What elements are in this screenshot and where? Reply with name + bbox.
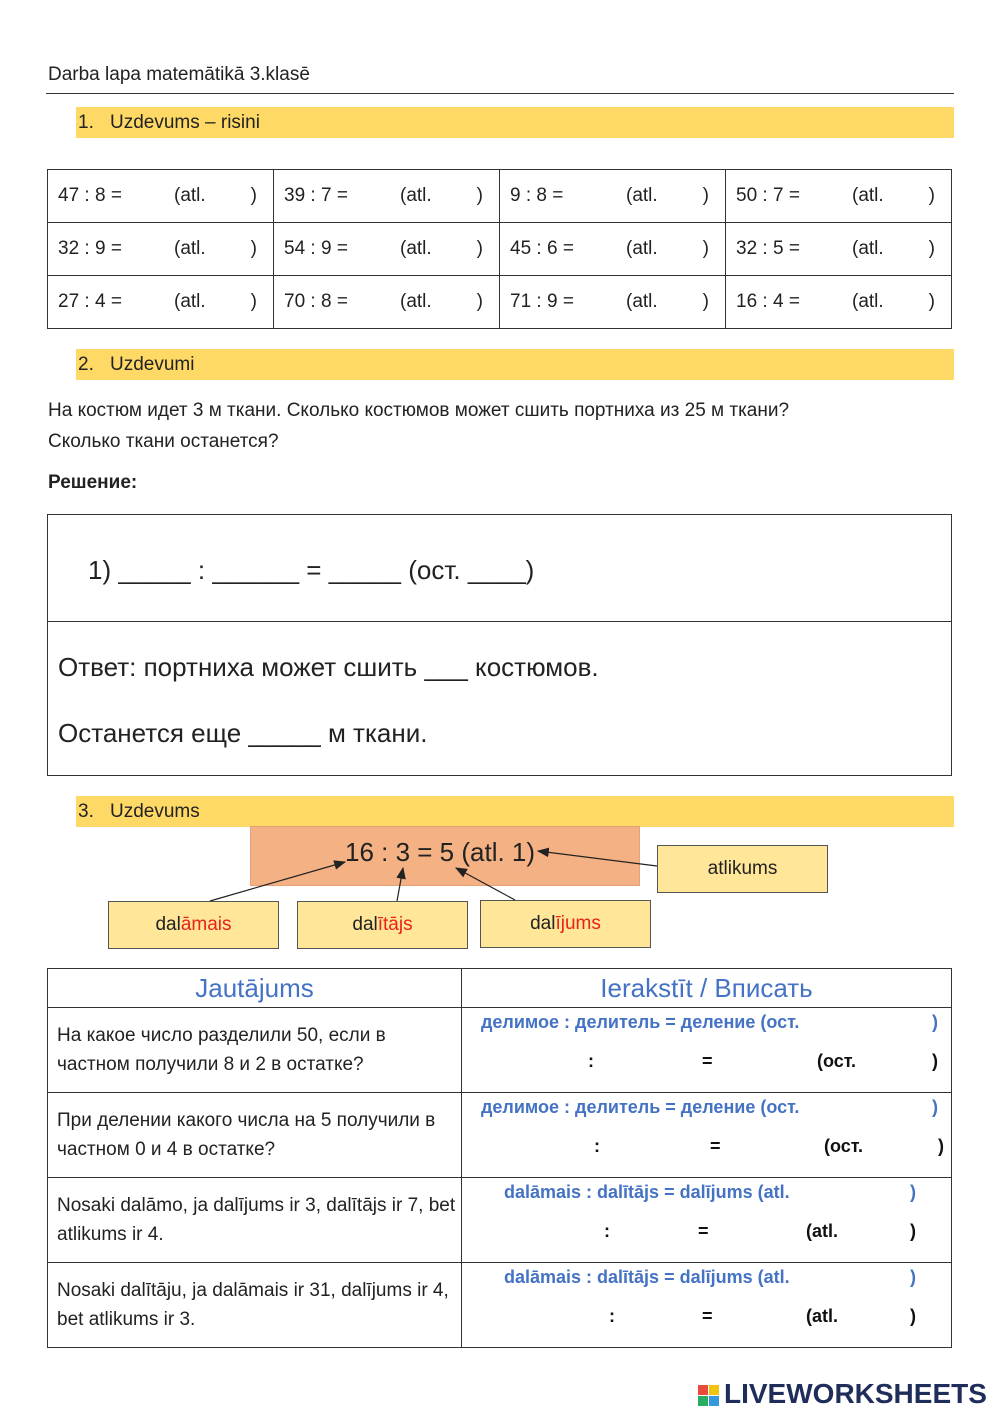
- exercise-expression: 32 : 5 =: [736, 238, 800, 259]
- answer-template-close: ): [910, 1182, 916, 1202]
- exercise-row: [48, 170, 952, 223]
- remainder-label: (atl.: [174, 291, 206, 312]
- liveworksheets-logo-icon: [698, 1385, 720, 1407]
- label-dalitajs-part-1: dal: [352, 914, 378, 935]
- remainder-label: (atl.: [174, 185, 206, 206]
- answer-close-paren: ): [938, 1136, 944, 1156]
- exercise-cell[interactable]: [274, 170, 500, 223]
- question-row: [48, 1008, 952, 1093]
- label-dalitajs-part-2: ītājs: [377, 914, 413, 935]
- label-dalamais-part-1: dal: [155, 914, 181, 935]
- answer-template: делимое : делитель = деление (ост.: [481, 1012, 800, 1032]
- answer-template: делимое : делитель = деление (ост.: [481, 1097, 800, 1117]
- label-dalamais-part-2: āmais: [180, 914, 232, 935]
- remainder-label: (atl.: [400, 238, 432, 259]
- close-paren: ): [702, 291, 709, 312]
- word-problem-line-2: Сколько ткани останется?: [48, 431, 279, 452]
- exercise-expression: 47 : 8 =: [58, 185, 122, 206]
- question-text: Nosaki dalītāju, ja dalāmais ir 31, dalījums ir 4, bet atlikums ir 3.: [48, 1263, 462, 1348]
- answer-colon: :: [594, 1136, 600, 1156]
- exercise-cell[interactable]: [274, 223, 500, 276]
- division-example-box: [250, 826, 640, 886]
- exercise-expression: 54 : 9 =: [284, 238, 348, 259]
- answer-remainder: (ост.: [824, 1136, 863, 1156]
- exercise-cell[interactable]: [48, 223, 274, 276]
- solution-step-1[interactable]: 1) _____ : ______ = _____ (ост. ____): [88, 555, 535, 585]
- section-2-number: 2.: [78, 354, 94, 375]
- solution-label: Решение:: [48, 472, 138, 493]
- section-3-number: 3.: [78, 801, 94, 822]
- question-row: [48, 1178, 952, 1263]
- exercise-expression: 9 : 8 =: [510, 185, 564, 206]
- exercise-cell[interactable]: [48, 276, 274, 329]
- exercise-expression: 70 : 8 =: [284, 291, 348, 312]
- remainder-label: (atl.: [852, 185, 884, 206]
- section-3-title: Uzdevums: [110, 801, 200, 822]
- column-header-question: Jautājums: [48, 969, 462, 1008]
- exercise-expression: 71 : 9 =: [510, 291, 574, 312]
- section-1-number: 1.: [78, 112, 94, 133]
- remainder-label: (atl.: [626, 185, 658, 206]
- question-text: На какое число разделили 50, если в частном получили 8 и 2 в остатке?: [48, 1008, 462, 1093]
- label-dalijums-part-2: ījums: [555, 913, 601, 934]
- word-problem: [48, 395, 789, 457]
- answer-remainder: (atl.: [806, 1221, 839, 1241]
- question-row: [48, 1093, 952, 1178]
- answer-equals: =: [702, 1051, 713, 1071]
- close-paren: ): [476, 238, 483, 259]
- answer-template: dalāmais : dalītājs = dalījums (atl.: [504, 1267, 790, 1287]
- answer-remainder: (atl.: [806, 1306, 839, 1326]
- label-dalitajs: [297, 901, 468, 949]
- close-paren: ): [250, 185, 257, 206]
- close-paren: ): [702, 238, 709, 259]
- label-atlikums-text: atlikums: [707, 858, 778, 879]
- answer-cell[interactable]: [462, 1008, 952, 1093]
- exercise-row: [48, 223, 952, 276]
- section-1-heading: [76, 107, 954, 138]
- exercise-cell[interactable]: [500, 223, 726, 276]
- answer-colon: :: [604, 1221, 610, 1241]
- remainder-label: (atl.: [174, 238, 206, 259]
- exercise-cell[interactable]: [500, 170, 726, 223]
- remainder-label: (atl.: [626, 291, 658, 312]
- exercise-expression: 16 : 4 =: [736, 291, 800, 312]
- answer-close-paren: ): [932, 1051, 938, 1071]
- exercise-cell[interactable]: [726, 276, 952, 329]
- liveworksheets-logo-text: LIVEWORKSHEETS: [724, 1378, 987, 1409]
- exercise-cell[interactable]: [726, 170, 952, 223]
- exercise-expression: 45 : 6 =: [510, 238, 574, 259]
- close-paren: ): [928, 185, 935, 206]
- exercise-cell[interactable]: [500, 276, 726, 329]
- question-text: Nosaki dalāmo, ja dalījums ir 3, dalītājs ir 7, bet atlikums ir 4.: [48, 1178, 462, 1263]
- label-dalamais: [108, 901, 279, 949]
- answer-template-close: ): [932, 1012, 938, 1032]
- question-row: [48, 1263, 952, 1348]
- close-paren: ): [702, 185, 709, 206]
- answer-equals: =: [710, 1136, 721, 1156]
- solution-divider: [48, 621, 951, 622]
- answer-template-close: ): [910, 1267, 916, 1287]
- close-paren: ): [928, 291, 935, 312]
- answer-line-1[interactable]: Ответ: портниха может сшить ___ костюмов.: [58, 652, 599, 682]
- liveworksheets-logo: [698, 1378, 987, 1410]
- answer-close-paren: ): [910, 1221, 916, 1241]
- answer-remainder: (ост.: [817, 1051, 856, 1071]
- remainder-label: (atl.: [852, 238, 884, 259]
- answer-close-paren: ): [910, 1306, 916, 1326]
- exercise-cell[interactable]: [274, 276, 500, 329]
- close-paren: ): [928, 238, 935, 259]
- answer-template-close: ): [932, 1097, 938, 1117]
- exercise-row: [48, 276, 952, 329]
- section-1-title: Uzdevums – risini: [110, 112, 260, 133]
- question-table: [47, 968, 952, 1348]
- answer-cell[interactable]: [462, 1178, 952, 1263]
- section-2-title: Uzdevumi: [110, 354, 195, 375]
- section-3-heading: [76, 796, 954, 827]
- exercise-cell[interactable]: [726, 223, 952, 276]
- division-example: 16 : 3 = 5 (atl. 1): [345, 837, 536, 867]
- remainder-label: (atl.: [852, 291, 884, 312]
- column-header-answer: Ierakstīt / Вписать: [462, 969, 952, 1008]
- answer-cell[interactable]: [462, 1263, 952, 1348]
- answer-colon: :: [609, 1306, 615, 1326]
- answer-cell[interactable]: [462, 1093, 952, 1178]
- solution-box: [47, 514, 952, 776]
- label-atlikums: [657, 845, 828, 893]
- answer-line-2[interactable]: Останется еще _____ м ткани.: [58, 718, 428, 748]
- answer-equals: =: [702, 1306, 713, 1326]
- section-2-heading: [76, 349, 954, 380]
- exercise-expression: 39 : 7 =: [284, 185, 348, 206]
- label-dalijums: [480, 900, 651, 948]
- answer-template: dalāmais : dalītājs = dalījums (atl.: [504, 1182, 790, 1202]
- close-paren: ): [476, 185, 483, 206]
- worksheet-title: Darba lapa matemātikā 3.klasē: [48, 64, 310, 85]
- answer-equals: =: [698, 1221, 709, 1241]
- label-dalijums-part-1: dal: [530, 913, 556, 934]
- answer-colon: :: [588, 1051, 594, 1071]
- close-paren: ): [476, 291, 483, 312]
- close-paren: ): [250, 291, 257, 312]
- question-text: При делении какого числа на 5 получили в частном 0 и 4 в остатке?: [48, 1093, 462, 1178]
- header-divider: [46, 93, 954, 94]
- exercise-expression: 32 : 9 =: [58, 238, 122, 259]
- exercise-expression: 50 : 7 =: [736, 185, 800, 206]
- exercise-cell[interactable]: [48, 170, 274, 223]
- remainder-label: (atl.: [400, 185, 432, 206]
- exercise-expression: 27 : 4 =: [58, 291, 122, 312]
- remainder-label: (atl.: [400, 291, 432, 312]
- close-paren: ): [250, 238, 257, 259]
- word-problem-line-1: На костюм идет 3 м ткани. Сколько костюмов может сшить портниха из 25 м ткани?: [48, 400, 790, 421]
- division-exercise-table: [47, 169, 952, 329]
- remainder-label: (atl.: [626, 238, 658, 259]
